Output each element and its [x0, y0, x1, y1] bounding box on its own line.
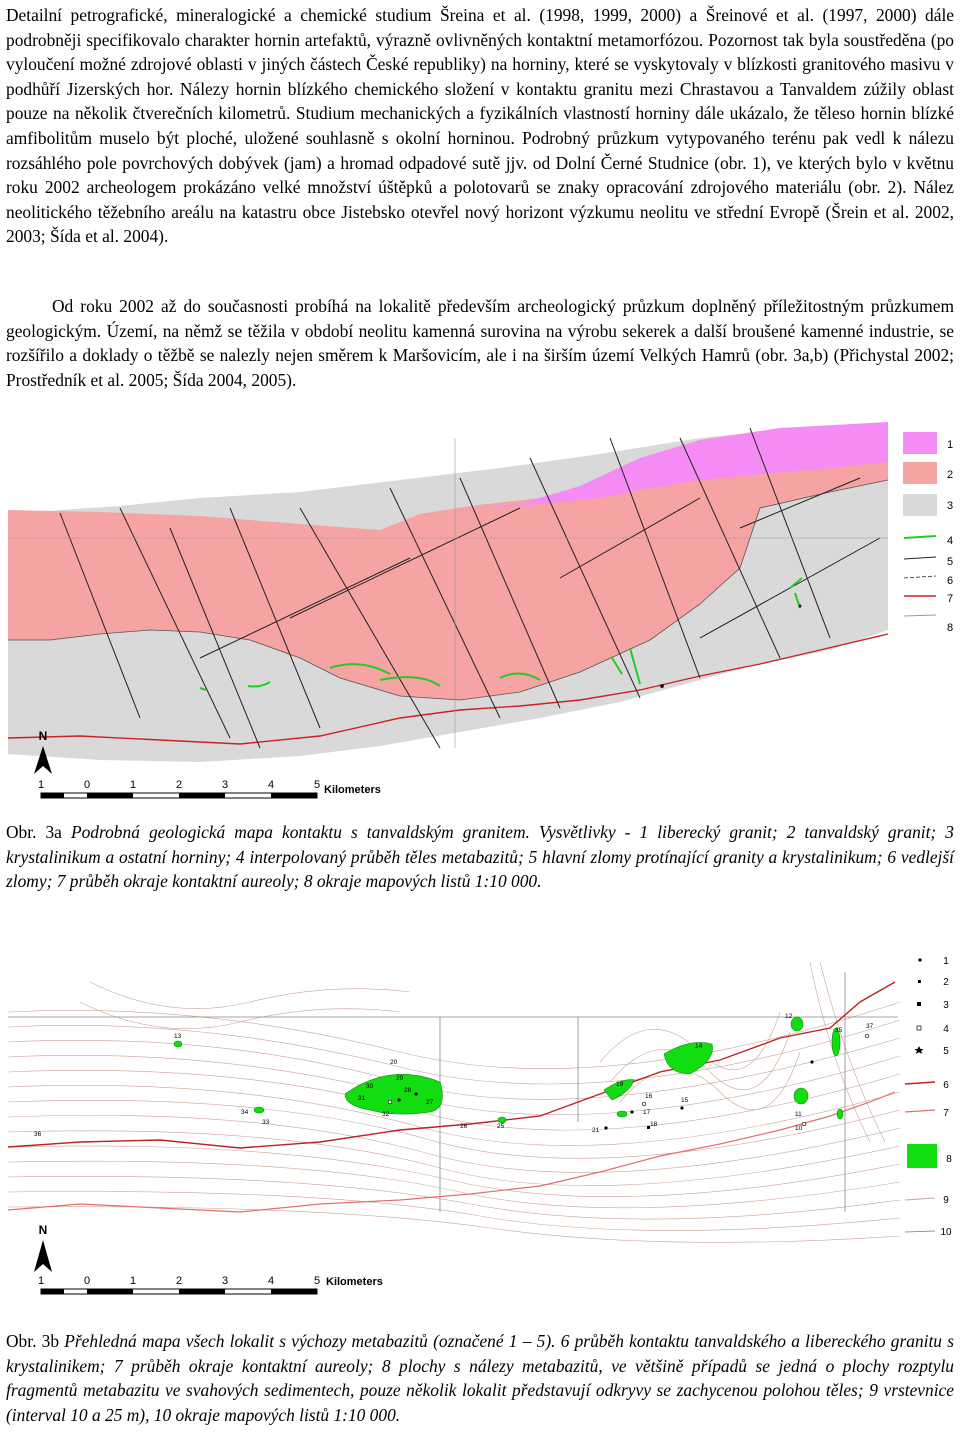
site-label: 37: [866, 1023, 874, 1030]
granite-contact-line: [8, 982, 895, 1148]
svg-text:1: 1: [129, 1275, 137, 1287]
legend-label: 4: [946, 535, 954, 547]
site-label: 17: [643, 1109, 651, 1116]
site-label: 18: [650, 1121, 658, 1128]
site-label: 33: [262, 1119, 270, 1126]
legend-label: 2: [946, 469, 954, 481]
legend-label: 3: [943, 1000, 949, 1011]
site-label: 27: [426, 1099, 434, 1106]
site-label: 29: [396, 1075, 404, 1082]
legend-label: 8: [946, 1154, 952, 1165]
figure-3b-caption: [6, 1329, 954, 1427]
site-label: 34: [241, 1109, 249, 1116]
legend-label: 5: [943, 1046, 949, 1057]
site-label: 19: [616, 1081, 624, 1088]
contour-lines: [8, 962, 900, 1242]
fig3a-legend: [903, 432, 953, 634]
site-label: 25: [497, 1123, 505, 1130]
legend-label: 3: [946, 500, 954, 512]
svg-text:2: 2: [175, 1275, 183, 1287]
svg-text:2: 2: [175, 779, 183, 791]
svg-text:1: 1: [37, 1275, 45, 1287]
svg-text:1: 1: [129, 779, 137, 791]
svg-text:4: 4: [267, 1275, 275, 1287]
legend-label: 5: [946, 556, 954, 568]
site-label: 11: [795, 1111, 802, 1118]
body-paragraph-2: Od roku 2002 až do současnosti probíhá na lokalitě především archeologický průzkum doplněný příležitostným průzkumem geologickým. Území, na němž se těžila v období neolitu kamenná surovina na výrobu sekerek a další broušené kamenné industrie, se rozšířilo a doklady o těžbě se nalezly nejen směrem k Maršovicím, ale i na širším území Velkých Hamrů (obr. 3a,b) (Přichystal 2002; Prostředník et al. 2005; Šída 2004, 2005).: [6, 296, 954, 390]
legend-label: 4: [943, 1024, 949, 1035]
site-label: 35: [835, 1027, 843, 1034]
svg-text:3: 3: [221, 1275, 229, 1287]
legend-label: 8: [946, 622, 954, 634]
site-label: 15: [681, 1097, 689, 1104]
site-label: 31: [358, 1095, 366, 1102]
site-label: 21: [592, 1127, 600, 1134]
site-label: 12: [785, 1013, 793, 1020]
caption-text: Podrobná geologická mapa kontaktu s tanvaldským granitem. Vysvětlivky - 1 liberecký granit; 2 tanvaldský granit; 3 krystalinikum a ostatní horniny; 4 interpolovaný průběh těles metabazitů; 5 hlavní zlomy protínající granity a krystalinikum; 6 vedlejší zlomy; 7 průběh okraje kontaktní aureoly; 8 okraje mapových listů 1:10 000.: [6, 822, 954, 892]
svg-text:N: N: [38, 1223, 48, 1237]
svg-text:Kilometers: Kilometers: [326, 1276, 383, 1288]
svg-text:Kilometers: Kilometers: [324, 784, 381, 796]
site-label: 32: [382, 1111, 390, 1118]
svg-text:4: 4: [267, 779, 275, 791]
site-label: 28: [404, 1087, 412, 1094]
scale-bar: [38, 779, 381, 798]
caption-label: Obr. 3a: [6, 822, 62, 842]
figure-3a-caption: [6, 820, 954, 894]
site-label: 14: [695, 1043, 703, 1050]
legend-label: 6: [946, 575, 954, 587]
svg-text:3: 3: [221, 779, 229, 791]
caption-text: Přehledná mapa všech lokalit s výchozy metabazitů (označené 1 – 5). 6 průběh kontaktu tanvaldského a libereckého granitu s krystalinikem; 7 průběh okraje kontaktní aureoly; 8 plochy s nálezy metabazitů, ve většině případů se jedná o plochy rozptylu fragmentů metabazitu ve svahových sedimentech, pouze několik lokalit představují odkryvy se zachycenou polohou těles; 9 vrstevnice (interval 10 a 25 m), 10 okraje mapových listů 1:10 000.: [6, 1331, 954, 1425]
site-label: 26: [460, 1123, 468, 1130]
figure-3a-geologic-map: [0, 418, 960, 803]
site-label: 30: [366, 1083, 374, 1090]
svg-text:N: N: [38, 729, 48, 743]
scale-bar: [38, 1275, 383, 1294]
svg-text:5: 5: [313, 779, 321, 791]
site-label: 20: [390, 1059, 398, 1066]
legend-label: 7: [943, 1108, 949, 1119]
site-label: 36: [34, 1131, 42, 1138]
svg-text:5: 5: [313, 1275, 321, 1287]
legend-label: 10: [940, 1227, 952, 1238]
caption-label: Obr. 3b: [6, 1331, 60, 1351]
legend-label: 6: [943, 1080, 949, 1091]
svg-text:0: 0: [83, 779, 91, 791]
aureole-line: [8, 1092, 895, 1212]
fig3b-legend: [905, 956, 952, 1238]
legend-label: 1: [943, 956, 949, 967]
svg-text:0: 0: [83, 1275, 91, 1287]
metabasite-find-areas: [174, 1017, 843, 1123]
body-paragraph-1: Detailní petrografické, mineralogické a chemické studium Šreina et al. (1998, 1999, 2000) a Šreinové et al. (1997, 2000) dále podrobněji specifikovalo charakter hornin artefaktů, výrazně ovlivněných kontaktní metamorfózou. Pozornost tak byla soustředěna (po vyloučení možné zdrojové oblasti v jiných částech České republiky) na horniny, které se vyskytovaly v blízkosti granitového masivu v podhůří Jizerských hor. Nálezy hornin blízkého chemického složení v kontaktu granitu mezi Chrastavou a Tanvaldem zúžily oblast pouze na několik čtverečních kilometrů. Studium mechanických a fyzikálních vlastností horniny dále ukázalo, že těleso hornin blízké amfibolitům muselo být ploché, uložené souhlasně s okolní horninou. Podrobný průzkum vytypovaného terénu pak vedl k nálezu rozsáhlého pole povrchových dobývek (jam) a hromad odpadové sutě jjv. od Dolní Černé Studnice (obr. 1), ve kterých bylo v květnu roku 2002 archeologem prokázáno velké množství úštěpků a polotovarů se znaky opracování zdrojového materiálu (obr. 2). Nález neolitického těžebního areálu na katastru obce Jistebsko otevřel nový horizont výzkumu neolitu ve střední Evropě (Šrein et al. 2002, 2003; Šída et al. 2004).: [6, 5, 954, 247]
legend-label: 1: [946, 439, 954, 451]
legend-label: 2: [943, 977, 949, 988]
site-label: 10: [795, 1125, 803, 1132]
legend-label: 9: [943, 1195, 949, 1206]
site-label: 13: [174, 1033, 182, 1040]
north-arrow: [34, 1223, 52, 1272]
site-label: 16: [645, 1093, 653, 1100]
svg-text:1: 1: [37, 779, 45, 791]
legend-label: 7: [946, 593, 954, 605]
figure-3b-site-map: [0, 942, 960, 1310]
